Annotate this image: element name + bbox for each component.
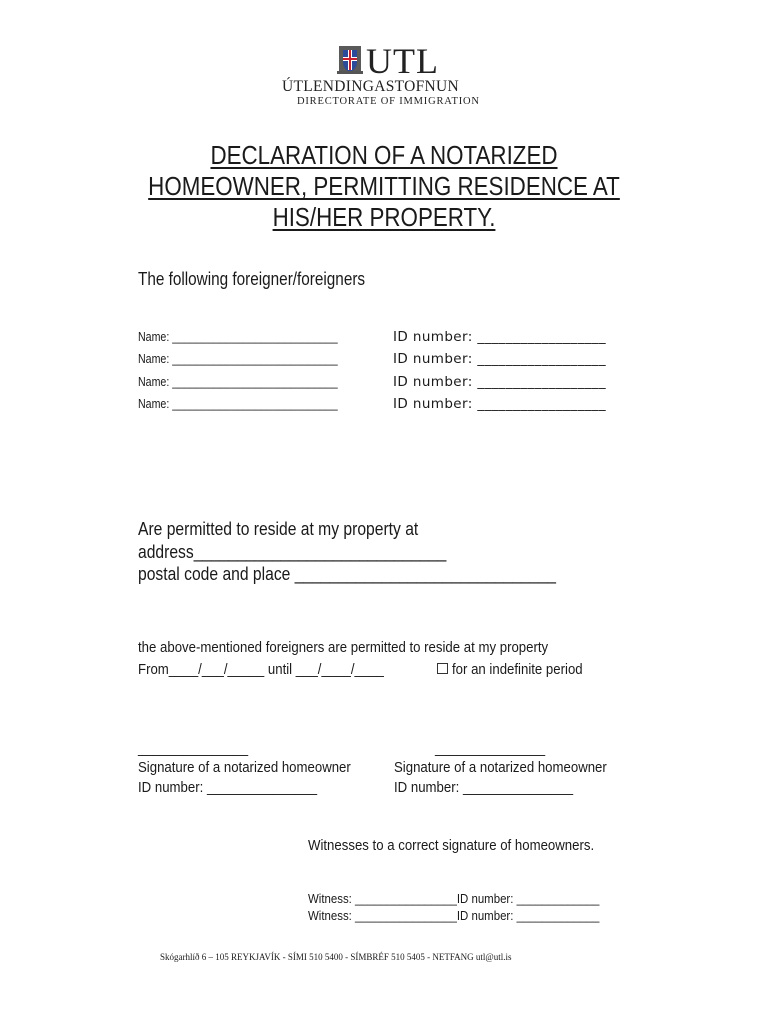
signature-line-right[interactable]: _______________	[435, 740, 546, 757]
address-field[interactable]: address_____________________________	[138, 542, 447, 562]
id-number-field-2[interactable]: ID number: __________________	[393, 351, 607, 367]
date-range-field[interactable]: From____/___/_____ until ___/____/____	[138, 661, 384, 678]
signature-caption-right: Signature of a notarized homeowner	[394, 759, 607, 776]
document-title-line-2: HOMEOWNER, PERMITTING RESIDENCE AT	[148, 171, 620, 201]
footer-address: Skógarhlíð 6 – 105 REYKJAVÍK - SÍMI 510 5400 - SÍMBRÉF 510 5405 - NETFANG utl@utl.is	[160, 952, 512, 962]
foreigners-heading: The following foreigner/foreigners	[138, 269, 366, 289]
name-field-1[interactable]: Name: ____________________________	[138, 330, 338, 344]
signature-line-left[interactable]: _______________	[138, 740, 249, 757]
witness-field-2[interactable]: Witness: ________________ID number: _____________	[308, 908, 600, 923]
document-title-line-3: HIS/HER PROPERTY.	[272, 202, 496, 232]
indefinite-period-checkbox[interactable]	[437, 663, 448, 674]
name-field-3[interactable]: Name: ____________________________	[138, 375, 338, 389]
agency-name: ÚTLENDINGASTOFNUN	[282, 78, 460, 95]
directorate-name: DIRECTORATE OF IMMIGRATION	[297, 96, 480, 107]
coat-of-arms-icon	[335, 44, 365, 76]
signature-id-field-right[interactable]: ID number: _______________	[394, 779, 574, 796]
logo	[278, 40, 490, 112]
witnesses-heading: Witnesses to a correct signature of homeowners.	[308, 837, 595, 854]
document-title-line-1: DECLARATION OF A NOTARIZED	[210, 140, 558, 170]
period-statement: the above-mentioned foreigners are permitted to reside at my property	[138, 639, 549, 656]
witness-field-1[interactable]: Witness: ________________ID number: _____________	[308, 891, 600, 906]
logo-text: UTL	[366, 41, 439, 81]
postal-code-field[interactable]: postal code and place ______________________________	[138, 564, 557, 584]
name-field-2[interactable]: Name: ____________________________	[138, 352, 338, 366]
signature-caption-left: Signature of a notarized homeowner	[138, 759, 351, 776]
indefinite-period-label: for an indefinite period	[452, 661, 583, 678]
name-field-4[interactable]: Name: ____________________________	[138, 397, 338, 411]
residence-statement: Are permitted to reside at my property at	[138, 519, 419, 539]
id-number-field-3[interactable]: ID number: __________________	[393, 374, 607, 390]
id-number-field-4[interactable]: ID number: __________________	[393, 396, 607, 412]
signature-id-field-left[interactable]: ID number: _______________	[138, 779, 318, 796]
id-number-field-1[interactable]: ID number: __________________	[393, 329, 607, 345]
